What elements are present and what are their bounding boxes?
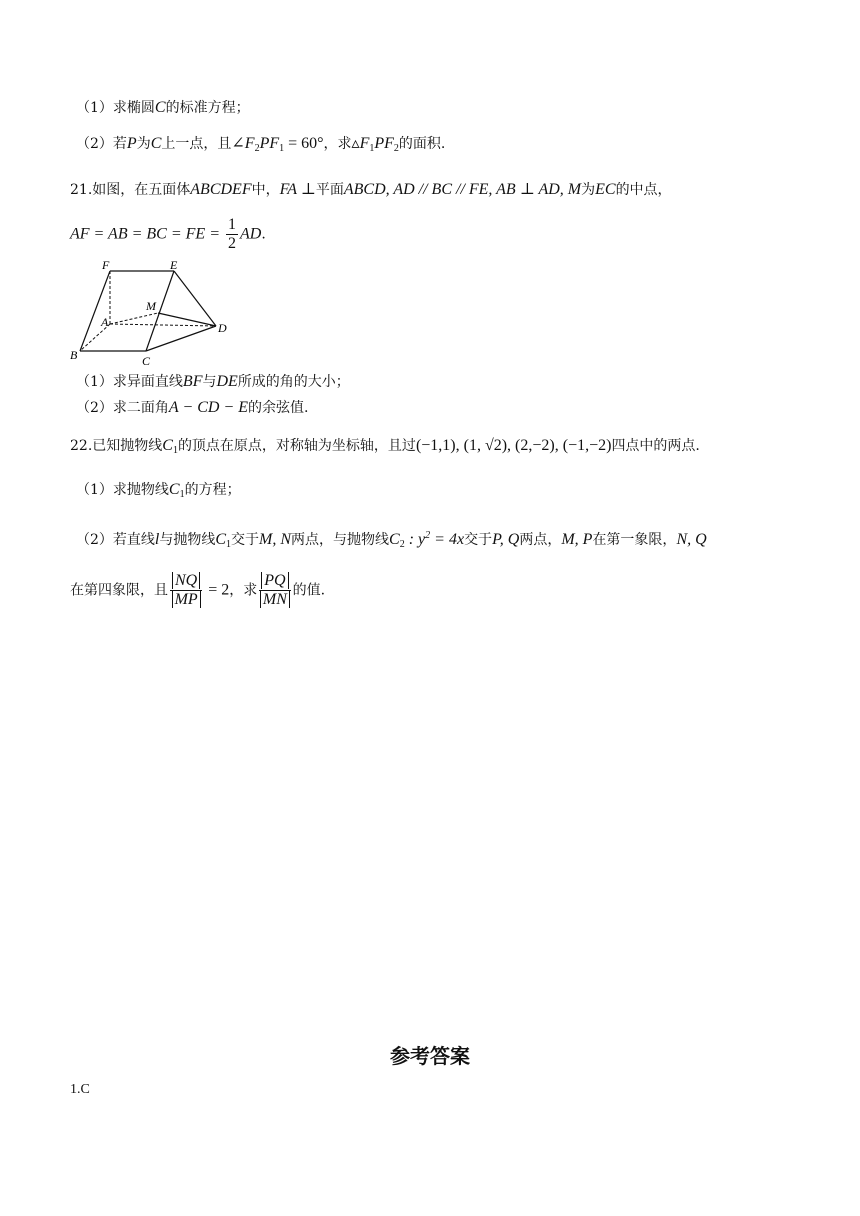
pentahedron-figure — [66, 258, 236, 372]
text: 上一点，且 — [161, 136, 232, 152]
answers-title: 参考答案 — [390, 1044, 470, 1068]
triangle-expression: $▵F_1PF_2$ — [351, 135, 399, 154]
text: 与 — [202, 374, 217, 390]
math-BF: BF — [182, 373, 203, 390]
edge-CD — [146, 326, 216, 351]
math-C: C — [154, 99, 166, 116]
label-M: M — [146, 299, 156, 313]
text: 的中点， — [615, 182, 672, 198]
math-dihedral: A − CD − E — [168, 399, 248, 416]
math-C1: $C_1$ — [215, 531, 232, 550]
text: 为 — [136, 136, 151, 152]
text: 所成的角的大小； — [237, 374, 350, 390]
math-EC: EC — [595, 181, 616, 198]
text: 的值. — [292, 582, 326, 599]
text: 交于 — [464, 532, 493, 548]
text: （1）求抛物线 — [76, 482, 169, 498]
edge-FB — [80, 271, 110, 351]
question-number: 21.如图，在五面体 — [70, 182, 191, 198]
math-DE: DE — [216, 373, 238, 390]
math-MP: M, P — [561, 531, 593, 548]
label-A: A — [101, 315, 109, 329]
math-eq: AF = AB = BC = FE = — [70, 225, 224, 243]
edge-AD — [110, 324, 216, 326]
text: 两点， — [519, 532, 562, 548]
text: （1）求异面直线 — [76, 374, 183, 390]
q22-part2-line1 — [76, 526, 707, 555]
text: 四点中的两点. — [611, 438, 700, 454]
q21-stem-line1 — [70, 180, 672, 200]
math-cond: FA ⊥ — [279, 181, 316, 198]
math-C2-eq: $C_2$ : $y^2 = 4x$ — [389, 530, 465, 550]
text: 与抛物线 — [159, 532, 216, 548]
text: 交于 — [231, 532, 260, 548]
math-eq: = 2 — [204, 581, 230, 599]
q21-part1 — [76, 372, 350, 392]
text: 的标准方程； — [165, 100, 250, 116]
math-solid: ABCDEF — [190, 181, 252, 198]
fraction: $\frac{1}{2}$ — [227, 216, 236, 252]
text: 在第四象限，且 — [70, 582, 168, 599]
label-D: D — [218, 321, 227, 335]
math-C1: $C_1$ — [162, 437, 178, 456]
text: ，求 — [229, 582, 258, 599]
fraction-NQ-MP: $\frac{NQ}{MP}$ — [170, 572, 202, 609]
q21-stem-line2 — [70, 216, 266, 253]
label-E: E — [170, 258, 178, 272]
q22-part2-line2 — [70, 572, 325, 609]
text: （2）若直线 — [76, 532, 155, 548]
q22-part1 — [76, 480, 241, 505]
text: （2）求二面角 — [76, 400, 169, 416]
math-MN: M, N — [259, 531, 292, 548]
q21-part2 — [76, 398, 308, 418]
answer-1: 1.C — [70, 1082, 90, 1097]
label-F: F — [102, 258, 110, 272]
math-l: l — [154, 531, 160, 548]
fraction-PQ-MN: $\frac{PQ}{MN}$ — [259, 572, 290, 609]
math-cond: ABCD, AD // BC // FE, AB ⊥ AD, M — [343, 181, 582, 198]
question-number: 22.已知抛物线 — [70, 438, 163, 454]
q22-stem — [70, 436, 700, 461]
text: 的方程； — [184, 482, 241, 498]
math-C: C — [150, 135, 162, 152]
text: 的余弦值. — [248, 400, 309, 416]
text: . — [261, 226, 266, 243]
text: （2）若 — [76, 136, 127, 152]
text: 的面积. — [398, 136, 446, 152]
text: （1）求椭圆 — [76, 100, 155, 116]
angle-expression: $\angle F_2PF_1 = 60^\circ$ — [231, 135, 324, 154]
figure-svg — [66, 258, 236, 368]
label-C: C — [142, 354, 151, 368]
edge-AM — [110, 313, 158, 324]
text: 为 — [581, 182, 596, 198]
math-C1: $C_1$ — [168, 481, 185, 500]
text: 平面 — [315, 182, 344, 198]
text: 两点，与抛物线 — [291, 532, 390, 548]
q20-part2 — [76, 134, 445, 159]
math-AD: AD — [239, 225, 262, 243]
label-B: B — [70, 348, 78, 362]
text: 中， — [251, 182, 280, 198]
text: 的顶点在原点，对称轴为坐标轴，且过 — [177, 438, 416, 454]
text: 在第一象限， — [592, 532, 677, 548]
math-PQ: P, Q — [492, 531, 520, 548]
math-points: (−1,1), (1, √2), (2,−2), (−1,−2) — [415, 437, 612, 454]
q20-part1 — [76, 98, 250, 118]
text: ，求 — [323, 136, 352, 152]
math-NQ: N, Q — [676, 531, 707, 548]
math-P: P — [126, 135, 137, 152]
